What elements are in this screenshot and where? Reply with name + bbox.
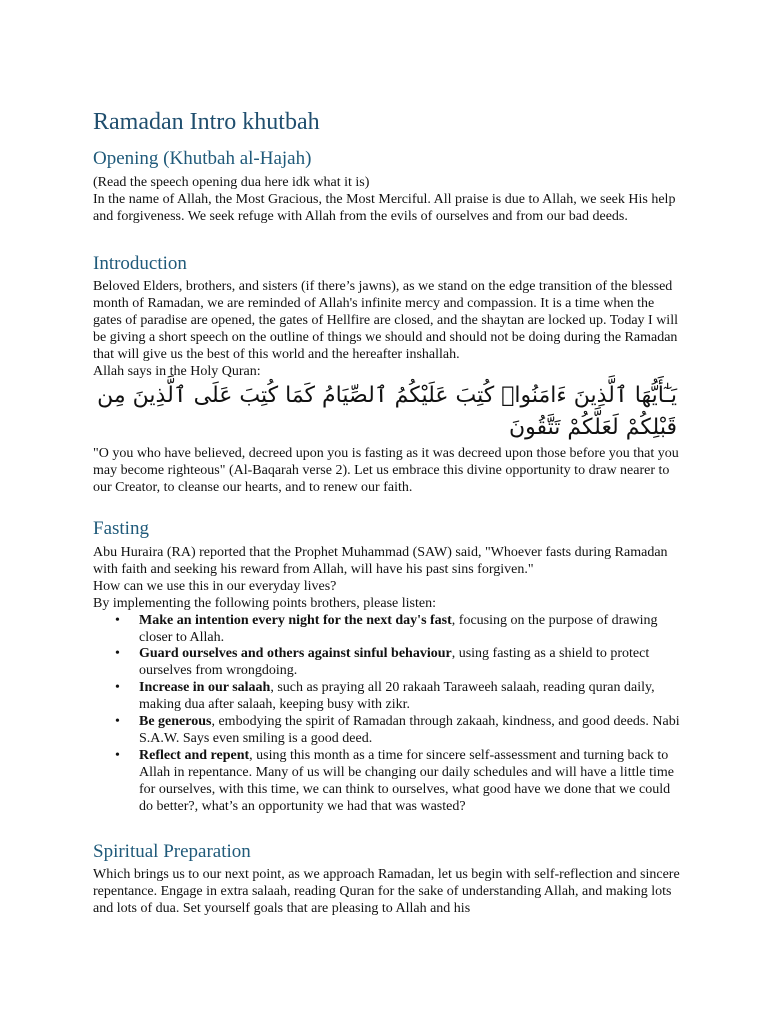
fasting-hadith: Abu Huraira (RA) reported that the Prophet Muhammad (SAW) said, "Whoever fasts during Ramadan with faith and seeking his reward from Allah, will have his past sins forgiven." (93, 545, 668, 577)
bullet-icon: • (115, 747, 120, 763)
section-introduction (93, 279, 681, 497)
list-item (115, 680, 681, 714)
point-bold: Make an intention every night for the next day's fast (139, 612, 452, 628)
bullet-icon: • (115, 646, 120, 662)
introduction-paragraph: Beloved Elders, brothers, and sisters (if there’s jawns), as we stand on the edge transition of the blessed month of Ramadan, we are reminded of Allah's infinite mercy and compassion. It is a time when the gates of paradise are opened, the gates of Hellfire are closed, and the shaytan are locked up. Today I will be giving a short speech on the outline of things we should and should not be doing during the Ramadan that will give us the best of this world and the hereafter inshallah. (93, 279, 678, 362)
bullet-icon: • (115, 612, 120, 628)
heading-fasting: Fasting (93, 518, 149, 539)
list-item (115, 714, 681, 748)
section-spiritual-preparation (93, 867, 681, 918)
fasting-points-list (93, 613, 681, 816)
fasting-question: How can we use this in our everyday lives? (93, 578, 337, 594)
quran-intro: Allah says in the Holy Quran: (93, 363, 261, 379)
arabic-verse: يَـٰٓأَيُّهَا ٱلَّذِينَ ءَامَنُوا۟ كُتِبَ عَلَيْكُمُ ٱلصِّيَامُ كَمَا كُتِبَ عَلَى ٱلَّذِينَ مِن قَبْلِكُمْ لَعَلَّكُمْ تَتَّقُونَ (97, 383, 677, 441)
spiritual-preparation-paragraph: Which brings us to our next point, as we approach Ramadan, let us begin with self-reflection and sincere repentance. Engage in extra salaah, reading Quran for the sake of understanding Allah, and making lots and lots of dua. Set yourself goals that are pleasing to Allah and his (93, 867, 680, 916)
opening-paragraph: In the name of Allah, the Most Gracious, the Most Merciful. All praise is due to Allah, we seek His help and forgiveness. We seek refuge with Allah from the evils of ourselves and from our bad deeds. (93, 191, 676, 224)
list-item (115, 747, 681, 816)
point-text: , focusing on the purpose of drawing closer to Allah. (139, 612, 658, 645)
point-text: , such as praying all 20 rakaah Taraweeh salaah, reading quran daily, making dua after salaah, keeping busy with zikr. (139, 680, 655, 713)
point-bold: Increase in our salaah (139, 680, 271, 696)
point-text: , using fasting as a shield to protect ourselves from wrongdoing. (139, 646, 650, 679)
heading-introduction: Introduction (93, 253, 187, 274)
opening-note: (Read the speech opening dua here idk what it is) (93, 175, 370, 190)
point-bold: Reflect and repent (139, 747, 250, 763)
bullet-icon: • (115, 714, 120, 730)
document-title: Ramadan Intro khutbah (93, 109, 320, 135)
point-bold: Be generous (139, 714, 212, 730)
list-item (115, 612, 681, 647)
point-text: , embodying the spirit of Ramadan through zakaah, kindness, and good deeds. Nabi S.A.W. Says even smiling is a good deed. (139, 714, 680, 746)
section-fasting (93, 545, 681, 816)
heading-opening: Opening (Khutbah al-Hajah) (93, 148, 312, 169)
point-text: , using this month as a time for sincere self-assessment and turning back to Allah in repentance. Many of us will be changing our daily schedules and will have a little time for ourselves, with this time, we can think to ourselves, what good have we done that we could do better?, what’s an opportunity we had that was wasted? (139, 747, 674, 814)
fasting-lead-in: By implementing the following points brothers, please listen: (93, 595, 436, 611)
heading-spiritual-preparation: Spiritual Preparation (93, 841, 251, 862)
verse-translation: "O you who have believed, decreed upon you is fasting as it was decreed upon those before you that you may become righteous" (Al-Baqarah verse 2). Let us embrace this divine opportunity to draw nearer to our Creator, to cleanse our hearts, and to renew our faith. (93, 446, 679, 496)
point-bold: Guard ourselves and others against sinful behaviour (139, 646, 452, 662)
list-item (115, 646, 681, 680)
section-opening (93, 175, 681, 226)
bullet-icon: • (115, 680, 120, 696)
